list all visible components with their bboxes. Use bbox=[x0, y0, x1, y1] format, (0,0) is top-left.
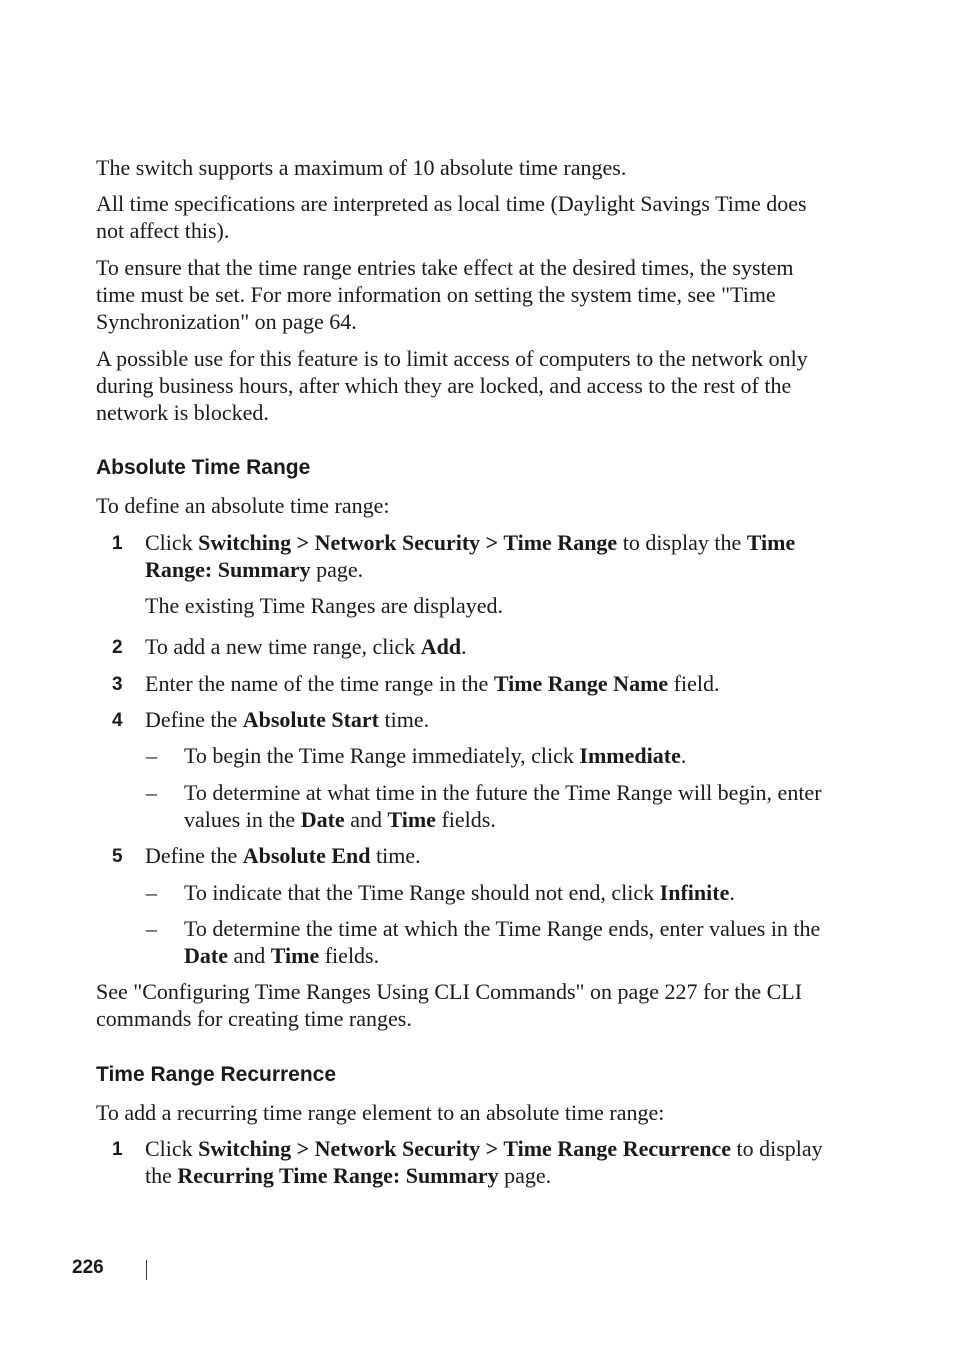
absolute-step-5-bullet-1: To indicate that the Time Range should not end, click Infinite. bbox=[184, 880, 735, 905]
menu-path: Switching > Network Security > Time Range bbox=[198, 530, 618, 555]
field-name: Time bbox=[387, 807, 436, 832]
absolute-step-1-text: Click Switching > Network Security > Time Range to display the Time Range: Summary page. bbox=[145, 530, 796, 582]
page-number: 226 bbox=[72, 1257, 104, 1278]
bullet-dash: – bbox=[146, 743, 157, 768]
step-number: 2 bbox=[112, 637, 123, 658]
field-name: Absolute End bbox=[242, 843, 371, 868]
field-name: Time bbox=[270, 943, 320, 968]
absolute-step-5-bullet-2: To determine the time at which the Time Range ends, enter values in the Date and Time fields. bbox=[184, 916, 821, 968]
field-name: Time Range Name bbox=[493, 671, 669, 696]
step-number: 1 bbox=[112, 1139, 123, 1160]
absolute-step-1-note: The existing Time Ranges are displayed. bbox=[145, 593, 504, 618]
option-name: Immediate bbox=[579, 743, 681, 768]
intro-paragraph-1: The switch supports a maximum of 10 absolute time ranges. bbox=[96, 155, 627, 180]
page-name: Time Range: Summary bbox=[145, 530, 796, 582]
recurrence-step-1-text: Click Switching > Network Security > Time Range Recurrence to display the Recurring Time Range: Summary page. bbox=[145, 1136, 823, 1188]
footer-divider bbox=[146, 1260, 147, 1280]
field-name: Absolute Start bbox=[242, 707, 380, 732]
bullet-dash: – bbox=[146, 780, 157, 805]
step-number: 3 bbox=[112, 674, 123, 695]
field-name: Date bbox=[184, 943, 228, 968]
time-range-recurrence-heading: Time Range Recurrence bbox=[96, 1063, 337, 1086]
page-name: Recurring Time Range: Summary bbox=[177, 1163, 499, 1188]
absolute-step-4-bullet-2: To determine at what time in the future the Time Range will begin, enter values in the Date and Time fields. bbox=[184, 780, 822, 832]
absolute-time-range-heading: Absolute Time Range bbox=[96, 456, 311, 479]
absolute-step-4-text: Define the Absolute Start time. bbox=[145, 707, 430, 732]
recurrence-lead-text: To add a recurring time range element to an absolute time range: bbox=[96, 1100, 665, 1125]
intro-paragraph-3: To ensure that the time range entries take effect at the desired times, the system time must be set. For more information on setting the system time, see "Time Synchronization" on page 64. bbox=[96, 255, 794, 334]
bullet-dash: – bbox=[146, 916, 157, 941]
absolute-step-3-text: Enter the name of the time range in the Time Range Name field. bbox=[145, 671, 720, 696]
absolute-step-5-text: Define the Absolute End time. bbox=[145, 843, 421, 868]
absolute-step-2-text: To add a new time range, click Add. bbox=[145, 634, 467, 659]
step-number: 5 bbox=[112, 846, 123, 867]
intro-paragraph-2: All time specifications are interpreted as local time (Daylight Savings Time does not affect this). bbox=[96, 191, 807, 243]
cli-reference-paragraph: See "Configuring Time Ranges Using CLI Commands" on page 227 for the CLI commands for creating time ranges. bbox=[96, 979, 803, 1031]
step-number: 4 bbox=[112, 710, 123, 731]
option-name: Infinite bbox=[659, 880, 730, 905]
field-name: Date bbox=[300, 807, 345, 832]
absolute-step-4-bullet-1: To begin the Time Range immediately, click Immediate. bbox=[184, 743, 687, 768]
bullet-dash: – bbox=[146, 880, 157, 905]
step-number: 1 bbox=[112, 533, 123, 554]
button-name: Add bbox=[420, 634, 462, 659]
menu-path: Switching > Network Security > Time Range Recurrence bbox=[198, 1136, 732, 1161]
intro-paragraph-4: A possible use for this feature is to limit access of computers to the network only during business hours, after which they are locked, and access to the rest of the network is blocked. bbox=[96, 346, 808, 425]
absolute-lead-text: To define an absolute time range: bbox=[96, 493, 390, 518]
